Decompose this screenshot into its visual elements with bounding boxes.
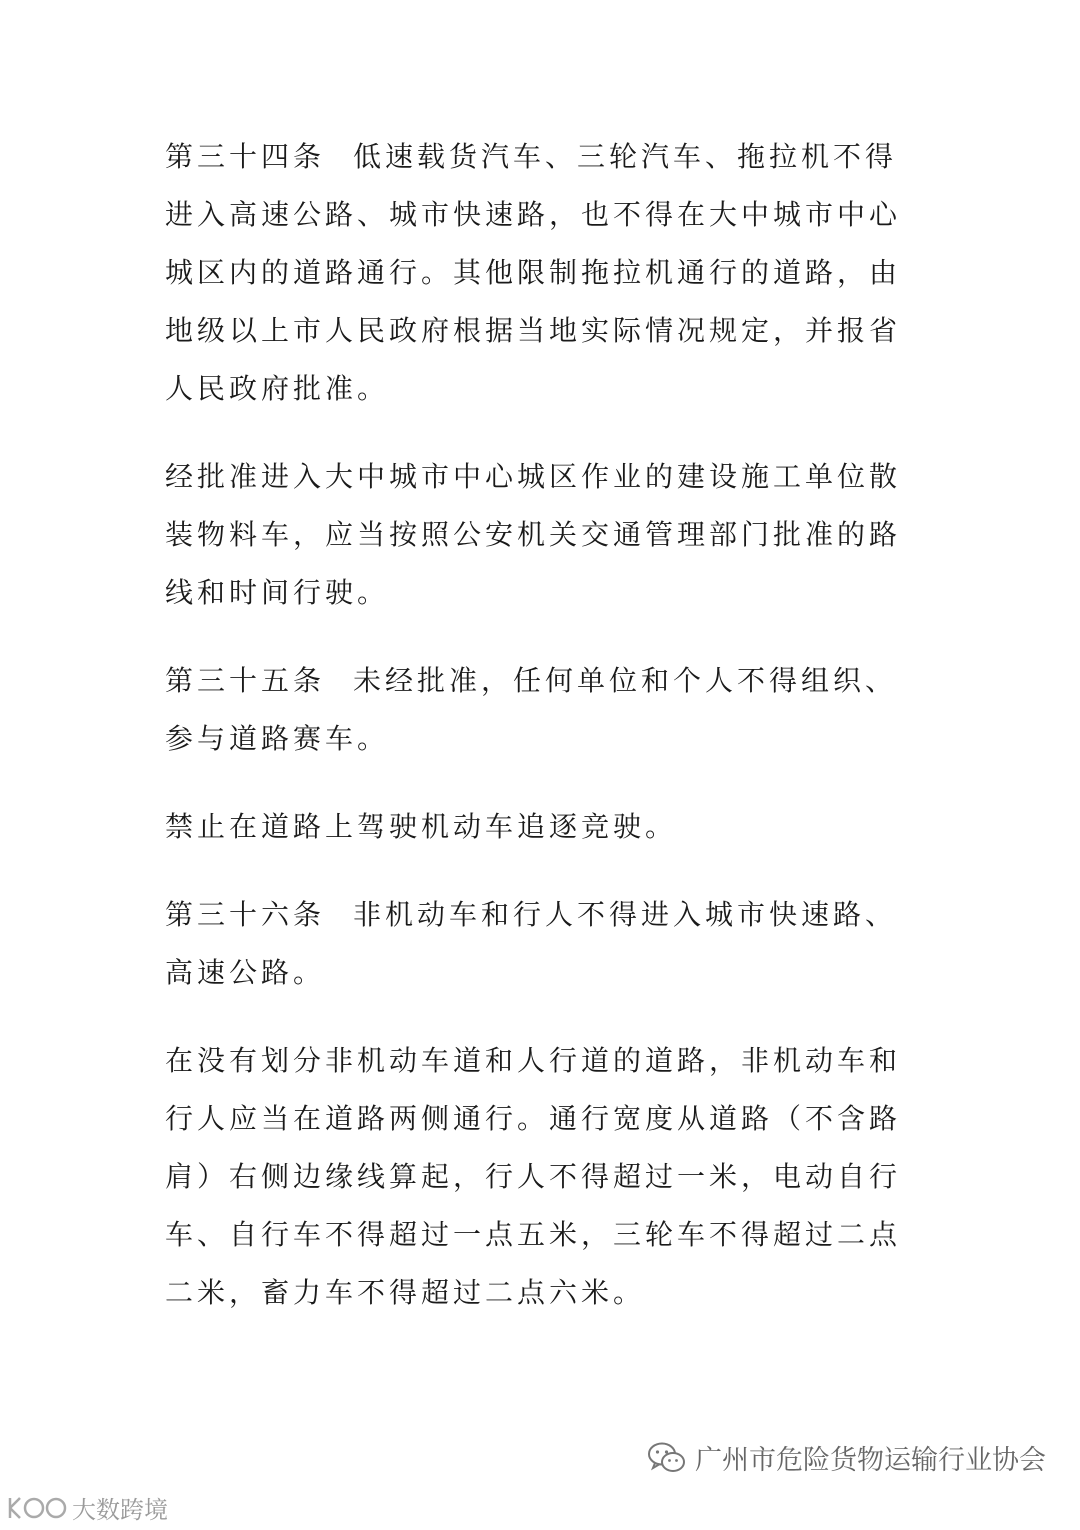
wechat-account-watermark (647, 1438, 1046, 1477)
brand-logo-icon (4, 1492, 68, 1524)
article-35-text: 未经批准，任何单位和个人不得组织、参与道路赛车。 (165, 664, 898, 755)
article-34-paragraph (165, 128, 925, 418)
article-36-paragraph-2 (165, 1032, 925, 1322)
article-36-text-2: 在没有划分非机动车道和人行道的道路，非机动车和行人应当在道路两侧通行。通行宽度从道路（不含路肩）右侧边缘线算起，行人不得超过一米，电动自行车、自行车不得超过一点五米，三轮车不得超过二点二米，畜力车不得超过二点六米。 (165, 1044, 902, 1309)
article-36-paragraph (165, 886, 925, 1002)
article-35-paragraph (165, 652, 925, 768)
article-36-heading: 第三十六条 (165, 898, 326, 931)
article-34-paragraph-2 (165, 448, 925, 622)
article-34-text-2: 经批准进入大中城市中心城区作业的建设施工单位散装物料车，应当按照公安机关交通管理部门批准的路线和时间行驶。 (165, 460, 902, 609)
article-35-heading: 第三十五条 (165, 664, 326, 697)
article-36-text: 非机动车和行人不得进入城市快速路、高速公路。 (165, 898, 898, 989)
article-35-text-2: 禁止在道路上驾驶机动车追逐竞驶。 (165, 810, 678, 843)
watermark-text: 广州市危险货物运输行业协会 (695, 1445, 1046, 1476)
corner-brand-text: 大数跨境 (72, 1496, 168, 1524)
article-34-heading: 第三十四条 (165, 140, 326, 173)
article-35-paragraph-2 (165, 798, 925, 856)
article-34-text: 低速载货汽车、三轮汽车、拖拉机不得进入高速公路、城市快速路，也不得在大中城市中心城区内的道路通行。其他限制拖拉机通行的道路，由地级以上市人民政府根据当地实际情况规定，并报省人民政府批准。 (165, 140, 902, 405)
document-body (165, 128, 925, 1352)
wechat-icon (647, 1441, 687, 1475)
corner-brand-mark (4, 1490, 168, 1525)
